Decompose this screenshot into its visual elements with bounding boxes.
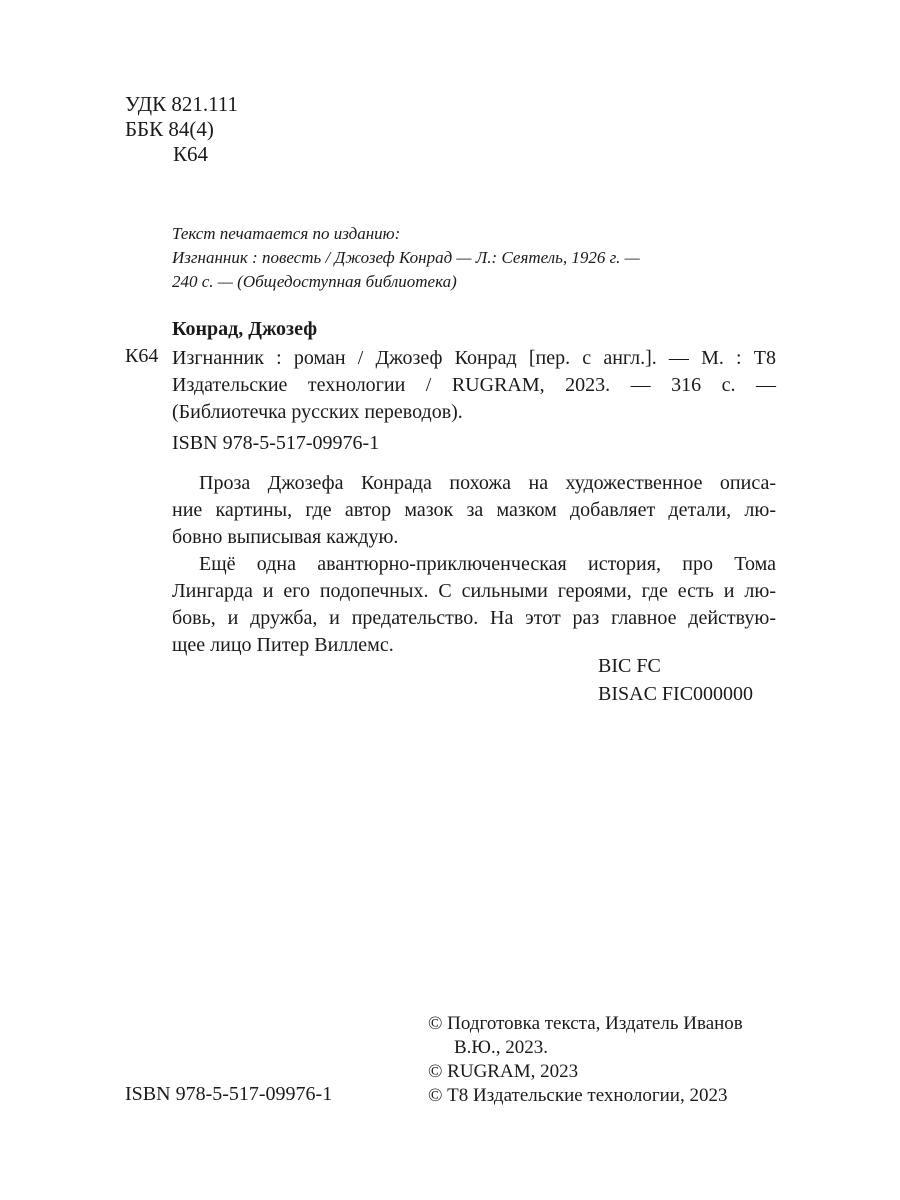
bic-code: BIC FC: [598, 655, 661, 677]
catalog-isbn: ISBN 978-5-517-09976-1: [172, 432, 380, 454]
source-edition: [172, 222, 640, 294]
annotation: [172, 470, 776, 659]
annotation-line: бовно выписывая каждую.: [172, 526, 399, 548]
footer-isbn: ISBN 978-5-517-09976-1: [125, 1083, 333, 1105]
author-mark: К64: [173, 142, 209, 166]
annotation-line: ние картины, где автор мазок за мазком добавляет детали, лю-: [172, 499, 776, 521]
annotation-line: щее лицо Питер Виллемс.: [172, 634, 394, 656]
udk-code: УДК 821.111: [125, 92, 239, 116]
copyright-line: © Подготовка текста, Издатель Иванов: [428, 1013, 743, 1034]
description-line: (Библиотечка русских переводов).: [172, 401, 463, 423]
annotation-line: бовь, и дружба, и предательство. На этот раз главное действую-: [172, 607, 776, 629]
copyright-line: © Т8 Издательские технологии, 2023: [428, 1085, 728, 1106]
bisac-code: BISAC FIC000000: [598, 683, 754, 705]
copyright-block: [428, 1012, 743, 1108]
annotation-line: Лингарда и его подопечных. С сильными героями, где есть и лю-: [172, 580, 776, 602]
annotation-line: Ещё одна авантюрно-приключенческая история, про Тома: [199, 553, 776, 575]
classification-codes: [125, 92, 238, 167]
source-line: 240 с. — (Общедоступная библиотека): [172, 272, 457, 291]
subject-codes: [598, 652, 753, 708]
copyright-line: © RUGRAM, 2023: [428, 1061, 579, 1082]
catalog-author: Конрад, Джозеф: [172, 318, 318, 340]
description-line: Издательские технологии / RUGRAM, 2023. — 316 с. —: [172, 374, 776, 396]
copyright-line: В.Ю., 2023.: [454, 1037, 548, 1058]
catalog-description: [172, 345, 776, 426]
catalog-mark: К64: [125, 345, 159, 367]
description-line: Изгнанник : роман / Джозеф Конрад [пер. с англ.]. — М. : Т8: [172, 347, 776, 369]
source-line: Текст печатается по изданию:: [172, 224, 401, 243]
source-line: Изгнанник : повесть / Джозеф Конрад — Л.: Сеятель, 1926 г. —: [172, 248, 640, 267]
bbk-code: ББК 84(4): [125, 117, 214, 141]
annotation-line: Проза Джозефа Конрада похожа на художественное описа-: [199, 472, 776, 494]
